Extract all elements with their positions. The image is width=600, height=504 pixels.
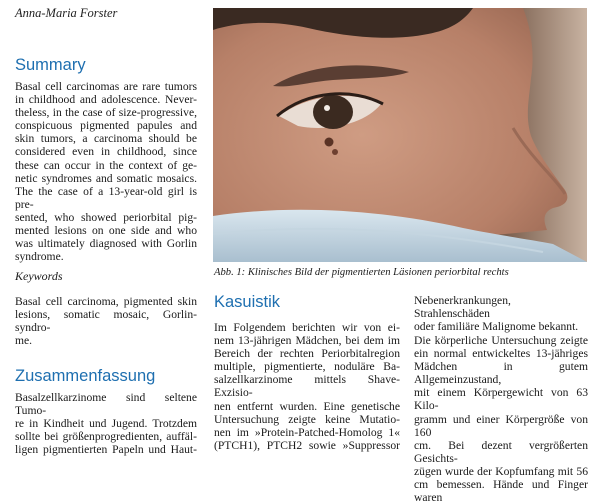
keywords-heading: Keywords: [15, 269, 63, 283]
text-line: Untersuchung zeigte keine Mutatio-: [214, 412, 400, 426]
text-line: was ultimately diagnosed with Gorlin: [15, 237, 197, 251]
text-line: The the case of a 13-year-old girl is pre-: [15, 184, 197, 211]
figure-caption: Abb. 1: Klinisches Bild der pigmentierten Läsionen periorbital rechts: [214, 267, 509, 278]
text-line: Die körperliche Untersuchung zeigte: [414, 334, 588, 347]
kasuistik-heading: Kasuistik: [214, 293, 281, 311]
kasuistik-paragraph: [214, 321, 400, 452]
text-line: these can occur in the context of ge-: [15, 158, 197, 172]
text-line: Mädchen in gutem Allgemeinzustand,: [414, 360, 588, 387]
text-line: me.: [15, 334, 33, 348]
text-line: Basal cell carcinomas are rare tumors: [15, 80, 197, 93]
text-line: lesions, somatic mosaic, Gorlin-syndro-: [15, 308, 197, 335]
summary-paragraph: [15, 80, 197, 263]
text-line: zügen wurde der Kopfumfang mit 56: [414, 464, 588, 478]
text-line: re in Kindheit und Jugend. Trotzdem: [15, 417, 197, 431]
text-line: Bereich der rechten Periorbitalregion: [214, 347, 400, 361]
text-line: multiple, pigmentierte, noduläre Ba-: [214, 360, 400, 374]
text-line: oder familiäre Malignome bekannt.: [414, 320, 579, 334]
text-line: theless, in the case of size-progressive,: [15, 106, 197, 120]
keywords-paragraph: [15, 295, 197, 347]
text-line: netic syndromes and somatic mosaics.: [15, 171, 197, 185]
text-line: skin tumors, a carcinoma should be: [15, 132, 197, 146]
text-line: ein normal entwickeltes 13-jähriges: [414, 347, 588, 361]
text-line: sented, who showed periorbital pig-: [15, 210, 197, 224]
author-name: Anna-Maria Forster: [15, 6, 118, 20]
text-line: nen entfernt wurden. Eine genetische: [214, 399, 400, 413]
text-line: ligen pigmentierten Papeln und Haut-: [15, 443, 197, 457]
clinical-photo: [213, 8, 587, 262]
text-line: gramm und einer Körpergröße von 160: [414, 412, 588, 439]
text-line: syndrome.: [15, 250, 64, 264]
text-line: Nebenerkrankungen, Strahlenschäden: [414, 294, 511, 321]
text-line: in childhood and adolescence. Never-: [15, 93, 197, 107]
text-line: mented lesions on one side and who: [15, 224, 197, 238]
text-line: cm. Bei dezent vergrößerten Gesichts-: [414, 438, 588, 465]
text-line: mit einem Körpergewicht von 63 Kilo-: [414, 386, 588, 413]
right-column-paragraph-2: [414, 334, 588, 504]
right-column-paragraph-1: [414, 294, 588, 333]
patient-face-image: [213, 8, 587, 262]
zusammenfassung-paragraph: [15, 391, 197, 456]
text-line: sollte bei größenprogredienten, auffäl-: [15, 430, 197, 444]
text-line: (PTCH1), PTCH2 sowie »Suppressor: [214, 438, 400, 452]
text-line: Im Folgendem berichten wir von ei-: [214, 321, 400, 334]
text-line: conspicuous pigmented papules and: [15, 119, 197, 133]
text-line: nen im »Protein-Patched-Homolog 1«: [214, 425, 400, 439]
text-line: nem 13-jährigen Mädchen, bei dem im: [214, 334, 400, 348]
text-line: Basalzellkarzinome sind seltene Tumo-: [15, 391, 197, 418]
text-line: considered even in childhood, since: [15, 145, 197, 159]
summary-heading: Summary: [15, 56, 86, 74]
text-line: Basal cell carcinoma, pigmented skin: [15, 295, 197, 308]
text-line: cm bemessen. Hände und Finger waren: [414, 478, 588, 504]
text-line: salzellkarzinome mittels Shave-Exzisio-: [214, 373, 400, 400]
zusammenfassung-heading: Zusammenfassung: [15, 367, 156, 385]
